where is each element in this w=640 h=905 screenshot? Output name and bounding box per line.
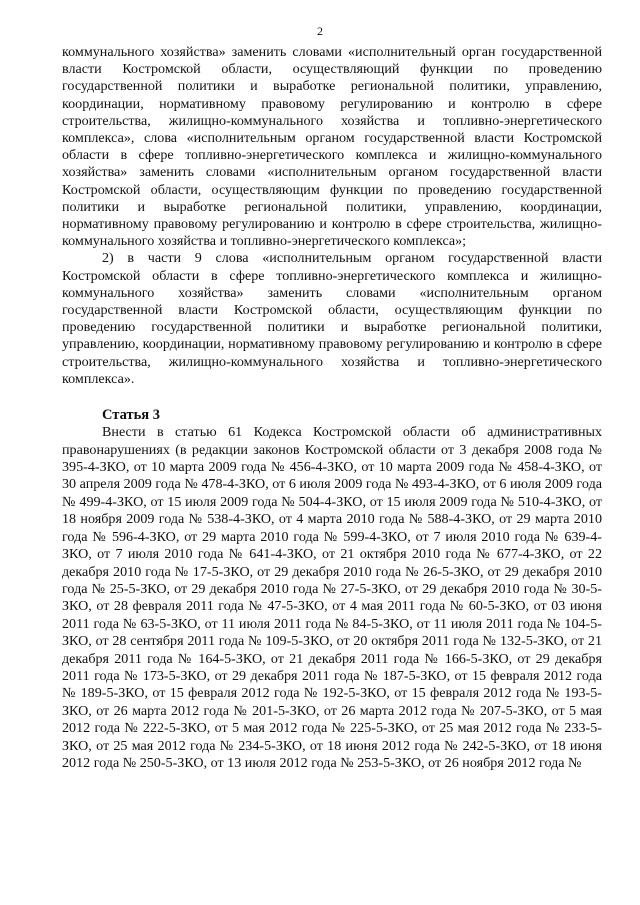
page-number: 2 — [317, 24, 323, 38]
document-body — [62, 44, 602, 772]
paragraph-item-2: 2) в части 9 слова «исполнительным органом государственной власти Костромской области в сфере топливно-энергетического комплекса и жилищно-коммунального хозяйства» заменить словами «исполнительным органом государственной власти Костромской области, осуществляющим функции по проведению государственной политики и выработке региональной политики, управлению, координации, нормативному правовому регулированию и контролю в сфере строительства, жилищно-коммунального хозяйства и топливно-энергетического комплекса». — [62, 250, 602, 387]
spacer — [62, 388, 602, 407]
article-heading: Статья 3 — [102, 407, 160, 424]
article-paragraph: Внести в статью 61 Кодекса Костромской области об административных правонарушениях (в редакции законов Костромской области от 3 декабря 2008 года № 395-4-ЗКО, от 10 марта 2009 года № 456-4-ЗКО, от 10 марта 2009 года № 458-4-ЗКО, от 30 апреля 2009 года № 478-4-ЗКО, от 6 июля 2009 года № 493-4-ЗКО, от 6 июля 2009 года № 499-4-ЗКО, от 15 июля 2009 года № 504-4-ЗКО, от 15 июля 2009 года № 510-4-ЗКО, от 18 ноября 2009 года № 538-4-ЗКО, от 4 марта 2010 года № 588-4-ЗКО, от 29 марта 2010 года № 596-4-ЗКО, от 29 марта 2010 года № 599-4-ЗКО, от 7 июля 2010 года № 639-4-ЗКО, от 7 июля 2010 года № 641-4-ЗКО, от 21 октября 2010 года № 677-4-ЗКО, от 22 декабря 2010 года № 17-5-ЗКО, от 29 декабря 2010 года № 26-5-ЗКО, от 29 декабря 2010 года № 25-5-ЗКО, от 29 декабря 2010 года № 27-5-ЗКО, от 29 декабря 2010 года № 30-5-ЗКО, от 28 февраля 2011 года № 47-5-ЗКО, от 4 мая 2011 года № 60-5-ЗКО, от 03 июня 2011 года № 63-5-ЗКО, от 11 июля 2011 года № 84-5-ЗКО, от 11 июля 2011 года № 104-5-ЗКО, от 28 сентября 2011 года № 109-5-ЗКО, от 20 октября 2011 года № 132-5-ЗКО, от 21 декабря 2011 года № 164-5-ЗКО, от 21 декабря 2011 года № 166-5-ЗКО, от 29 декабря 2011 года № 173-5-ЗКО, от 29 декабря 2011 года № 187-5-ЗКО, от 15 февраля 2012 года № 189-5-ЗКО, от 15 февраля 2012 года № 192-5-ЗКО, от 15 февраля 2012 года № 193-5-ЗКО, от 26 марта 2012 года № 201-5-ЗКО, от 26 марта 2012 года № 207-5-ЗКО, от 5 мая 2012 года № 222-5-ЗКО, от 5 мая 2012 года № 225-5-ЗКО, от 25 мая 2012 года № 233-5-ЗКО, от 25 мая 2012 года № 234-5-ЗКО, от 18 июня 2012 года № 242-5-ЗКО, от 18 июня 2012 года № 250-5-ЗКО, от 13 июля 2012 года № 253-5-ЗКО, от 26 ноября 2012 года № — [62, 424, 602, 771]
paragraph-continuation: коммунального хозяйства» заменить словами «исполнительный орган государственной власти Костромской области, осуществляющий функции по проведению государственной политики и выработке региональной политики, управлению, координации, нормативному правовому регулированию и контролю в сфере строительства, жилищно-коммунального хозяйства и топливно-энергетического комплекса», слова «исполнительным органом государственной власти Костромской области в сфере топливно-энергетического комплекса и жилищно-коммунального хозяйства» заменить словами «исполнительным органом государственной власти Костромской области, осуществляющим функции по проведению государственной политики и выработке региональной политики, управлению, координации, нормативному правовому регулированию и контролю в сфере строительства, жилищно-коммунального хозяйства и топливно-энергетического комплекса»; — [62, 44, 602, 250]
